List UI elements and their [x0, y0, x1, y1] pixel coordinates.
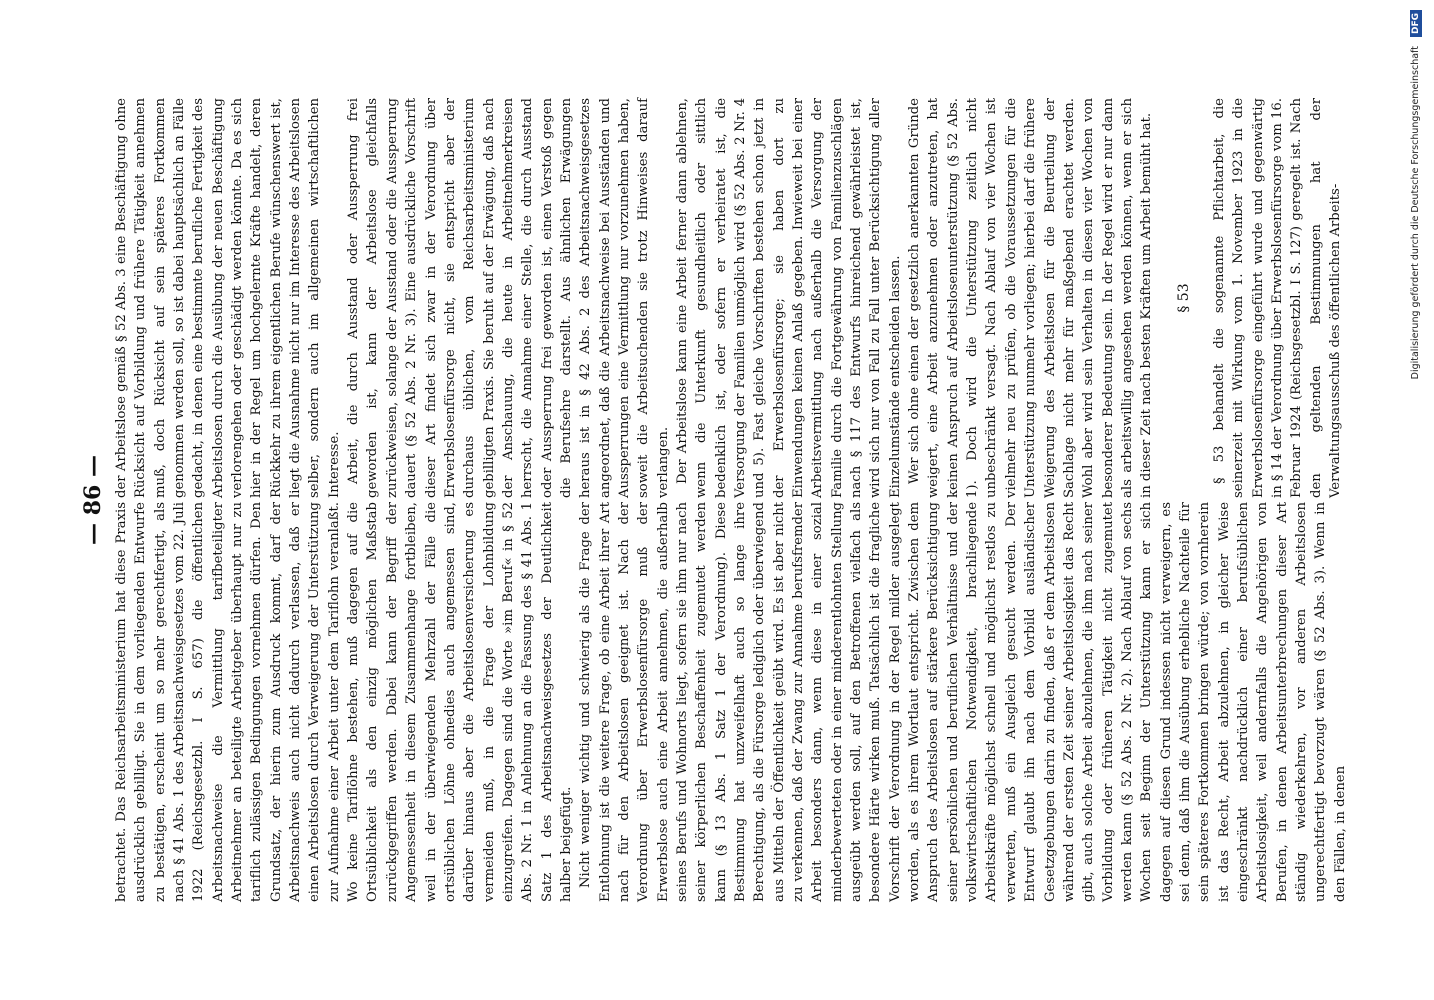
section-heading: § 53: [1175, 283, 1192, 313]
digitization-credit: [1405, 10, 1427, 990]
text-column-right: [112, 98, 1342, 498]
paragraph: der Arbeitslose gemäß § 52 Abs. 3 eine Beschäftigung ohne Rücksicht auf Vorbildung und frühere Tätigkeit annehmen muß, doch Rücksicht auf sein späteres Fortkommen genommen werden soll, so ist dabei hauptsächlich an Fälle gedacht, in denen eine bestimmte berufliche Fertigkeit des Arbeitslosen durch die Ausübung der neuen Beschäftigung verlorengehen oder geschädigt werden könnte. Da es sich hier in der Regel um hochgelernte Kräfte handelt, deren Rückkehr zu ihrem eigentlichen Berufe wünschenswert ist, liegt die Ausnahme nicht nur im Interesse des Arbeitslosen selber, sondern auch im allgemeinen wirtschaftlichen Interesse.: [114, 98, 342, 498]
paragraph: betrachtet. Das Reichsarbeitsministerium hat diese Praxis ausdrücklich gebilligt. Sie in dem vorliegenden Entwurfe zu bestätigen, erscheint um so mehr gerechtfertigt, als nach § 41 Abs. 1 des Arbeitsnachweisgesetzes vom 22. Juli 1922 (Reichsgesetzbl. I S. 657) die öffentlichen Arbeitsnachweise die Vermittlung tarifbeteiligter Arbeitnehmer an beteiligte Arbeitgeber überhaupt nur zu tariflich zulässigen Bedingungen vornehmen dürfen. Den Grundsatz, der hierin zum Ausdruck kommt, darf der Arbeitsnachweis auch nicht dadurch verlassen, daß er einen Arbeitslosen durch Verweigerung der Unterstützung zur Aufnahme einer Arbeit unter dem Tariflohn veranlaßt. Wo keine Tariflöhne bestehen, muß dagegen auf die Ortsüblichkeit als den einzig möglichen Maßstab zurückgegriffen werden. Dabei kann der Begriff der Angemessenheit in diesem Zusammenhange fortbleiben, weil in der überwiegenden Mehrzahl der Fälle die ortsüblichen Löhne ohnedies auch angemessen sind, darüber hinaus aber die Arbeitslosenversicherung es vermeiden muß, in die Frage der Lohnbildung einzugreifen. Dagegen sind die Worte »im Beruf« in § 52 Abs. 2 Nr. 1 in Anlehnung an die Fassung des § 41 Abs. 1 Satz 1 des Arbeitsnachweisgesetzes der Deutlichkeit halber beigefügt.: [114, 502, 574, 902]
paragraph: Arbeit, die durch Ausstand oder Aussperrung frei geworden ist, kann der Arbeitslose gleichfalls zurückweisen, solange der Ausstand oder die Aussperrung dauert (§ 52 Abs. 2 Nr. 3). Eine ausdrückliche Vorschrift dieser Art findet sich zwar in der Verordnung über Erwerbslosenfürsorge nicht, sie entspricht aber der durchaus üblichen, vom Reichsarbeitsministerium gebilligten Praxis. Sie beruht auf der Erwägung, daß nach der Anschauung, die heute in Arbeitnehmerkreisen herrscht, die Annahme einer Stelle, die durch Ausstand oder Aussperrung frei geworden ist, einen Verstoß gegen die Berufsehre darstellt. Aus ähnlichen Erwägungen heraus ist in § 42 Abs. 2 des Arbeitsnachweisgesetzes angeordnet, daß die Arbeitsnachweise bei Ausständen und Aussperrungen eine Vermittlung nur vorzunehmen haben, soweit die Arbeitsuchenden sie trotz Hinweises darauf verlangen.: [346, 98, 671, 498]
paragraph: § 53 behandelt die sogenannte Pflichtarbeit, die seinerzeit mit Wirkung vom 1. November 1923 in die Erwerbslosenfürsorge eingeführt wurde und gegenwärtig in § 14 der Verordnung über Erwerbslosenfürsorge vom 16. Februar 1924 (Reichsgesetzbl. I S. 127) geregelt ist. Nach den geltenden Bestimmungen hat der Verwaltungsausschuß des öffentlichen Arbeits-: [1211, 98, 1343, 498]
dfg-logo: DFG: [1410, 10, 1422, 37]
paragraph: Der Arbeitslose kann eine Arbeit ferner dann ablehnen, wenn die Unterkunft gesundheitlich oder sittlich bedenklich ist, oder sofern er verheiratet ist, die Versorgung der Familien unmöglich wird (§ 52 Abs. 2 Nr. 4 und 5). Fast gleiche Vorschriften bestehen schon jetzt in der Erwerbslosenfürsorge; sie haben dort zu Einwendungen keinen Anlaß gegeben. Inwieweit bei einer Arbeitsvermittlung nach außerhalb die Versorgung der Familie durch die Fortgewährung von Familienzuschlägen nach § 117 des Entwurfs hinreichend gewährleistet ist, wird sich nur von Fall zu Fall unter Berücksichtigung aller Einzelumstände entscheiden lassen.: [674, 98, 903, 498]
paragraph: Nicht weniger wichtig und schwierig als die Frage der Entlohnung ist die weitere Frage, ob eine Arbeit ihrer Art nach für den Arbeitslosen geeignet ist. Nach der Verordnung über Erwerbslosenfürsorge muß der Erwerbslose auch eine Arbeit annehmen, die außerhalb seines Berufs und Wohnorts liegt, sofern sie ihm nur nach seiner körperlichen Beschaffenheit zugemutet werden kann (§ 13 Abs. 1 Satz 1 der Verordnung). Diese Bestimmung hat unzweifelhaft auch so lange ihre Berechtigung, als die Fürsorge lediglich oder überwiegend aus Mitteln der Öffentlichkeit geübt wird. Es ist aber nicht zu verkennen, daß der Zwang zur Annahme berufsfremder Arbeit besonders dann, wenn diese in einer sozial minderbewerteten oder in einer minderentlohnten Stellung ausgeübt werden soll, auf den Betroffenen vielfach als besondere Härte wirken muß. Tatsächlich ist die fragliche Vorschrift der Verordnung in der Regel milder ausgelegt worden, als es ihrem Wortlaut entspricht. Zwischen dem Anspruch des Arbeitslosen auf stärkere Berücksichtigung seiner persönlichen und beruflichen Verhältnisse und der volkswirtschaftlichen Notwendigkeit, brachliegende Arbeitskräfte möglichst schnell und möglichst restlos zu verwerten, muß ein Ausgleich gesucht werden. Der Entwurf glaubt ihn nach dem Vorbild ausländischer Gesetzgebungen darin zu finden, daß er dem Arbeitslosen während der ersten Zeit seiner Arbeitslosigkeit das Recht gibt, auch solche Arbeit abzulehnen, die ihm nach seiner Vorbildung oder früheren Tätigkeit nicht zugemutet werden kann (§ 52 Abs. 2 Nr. 2). Nach Ablauf von sechs Wochen seit Beginn der Unterstützung kann er sich dagegen auf diesen Grund indessen nicht verweigern, es sei denn, daß ihm die Ausübung erhebliche Nachteile für sein späteres Fortkommen bringen würde; von vornherein ist das Recht, Arbeit abzulehnen, in gleicher Weise eingeschränkt nachdrücklich einer berufsüblichen Arbeitslosigkeit, weil andernfalls die Angehörigen von Berufen, in denen Arbeitsunterbrechungen dieser Art ständig wiederkehren, vor anderen Arbeitslosen ungerechtfertigt bevorzugt wären (§ 52 Abs. 3). Wenn in den Fällen, in denen: [578, 502, 1348, 902]
paragraph: Wer sich ohne einen der gesetzlich anerkannten Gründe weigert, eine Arbeit anzunehmen oder anzutreten, hat keinen Anspruch auf Arbeitslosenunterstützung (§ 52 Abs. 1). Doch wird die Unterstützung zeitlich nicht unbeschränkt versagt. Nach Ablauf von vier Wochen ist vielmehr neu zu prüfen, ob die Voraussetzungen für die Unterstützung nunmehr vorliegen; hierbei darf die frühere Weigerung des Arbeitslosen für die Beurteilung der Sachlage nicht mehr für maßgebend erachtet werden. Wohl aber wird sein Verhalten in diesen vier Wochen von besonderer Bedeutung sein. In der Regel wird er nur dann als arbeitswillig angesehen werden können, wenn er sich in dieser Zeit nach besten Kräften um Arbeit bemüht hat.: [907, 98, 1155, 498]
text-column-left: [112, 502, 1348, 902]
page-number: — 86 —: [80, 455, 106, 545]
credit-text: Digitalisierung gefördert durch die Deutsche Forschungsgemeinschaft: [1410, 46, 1421, 380]
